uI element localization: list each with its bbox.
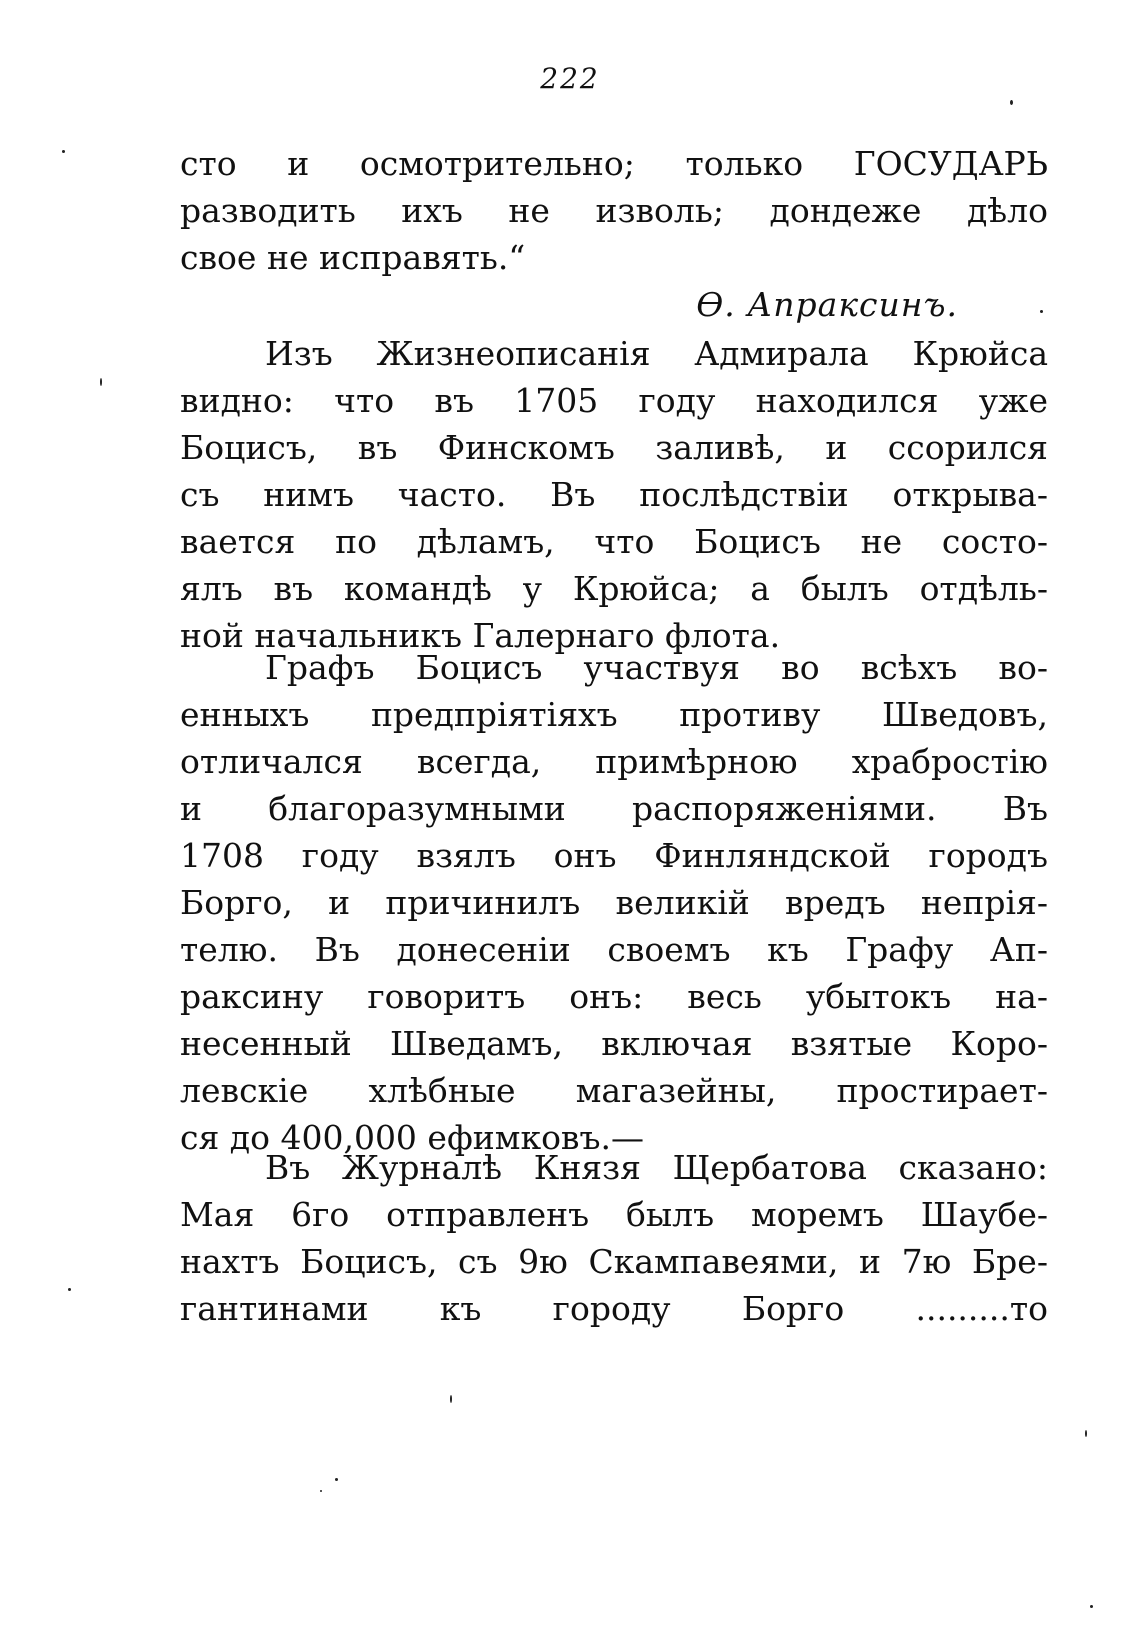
text-line: Въ Журналѣ Князя Щербатова сказано: [265,1148,1048,1187]
text-line: гантинами къ городу Борго .........то [180,1289,1048,1328]
text-line: ной начальникъ Галернаго флота. [180,616,781,655]
text-line: Изъ Жизнеописанія Адмирала Крюйса [265,334,1048,373]
text-line: раксину говоритъ онъ: весь убытокъ на- [180,977,1048,1016]
paragraph-shcherbatov-journal [180,1144,1048,1332]
text-line: ялъ въ командѣ у Крюйса; а былъ отдѣль- [180,569,1048,608]
paragraph-count-botsis [180,644,1048,1161]
scan-speck [100,378,102,386]
scan-speck [1085,1430,1087,1437]
text-line: свое не исправять.“ [180,238,526,277]
paragraph-kruys-biography [180,330,1048,659]
text-line: 1708 году взялъ онъ Финляндской городъ [180,836,1048,875]
scan-speck [68,1288,71,1291]
text-line: разводить ихъ не изволь; дондеже дѣло [180,191,1048,230]
text-line: сто и осмотрительно; только ГОСУДАРЬ [180,144,1048,183]
scan-speck [320,1490,322,1492]
scan-speck [1090,1605,1093,1608]
text-line: нахтъ Боцисъ, съ 9ю Скампавеями, и 7ю Бре- [180,1242,1048,1281]
text-line: видно: что въ 1705 году находился уже [180,381,1048,420]
page-number: 222 [540,62,600,95]
text-line: ся до 400,000 ефимковъ.— [180,1118,644,1157]
text-line: съ нимъ часто. Въ послѣдствіи открыва- [180,475,1048,514]
text-line: енныхъ предпріятіяхъ противу Шведовъ, [180,695,1048,734]
scan-speck [62,150,65,153]
scan-speck [335,1478,338,1481]
text-line: телю. Въ донесеніи своемъ къ Графу Ап- [180,930,1048,969]
text-line: вается по дѣламъ, что Боцисъ не состо- [180,522,1048,561]
text-line: Графъ Боцисъ участвуя во всѣхъ во- [265,648,1048,687]
text-line: Борго, и причинилъ великій вредъ непрія- [180,883,1048,922]
text-line: отличался всегда, примѣрною храбростію [180,742,1048,781]
text-line: Мая 6го отправленъ былъ моремъ Шаубе- [180,1195,1048,1234]
signature-apraksin: Ѳ. Апраксинъ. [696,285,958,324]
paragraph-letter-ending [180,140,1048,328]
text-line: и благоразумными распоряженіями. Въ [180,789,1048,828]
text-line: несенный Шведамъ, включая взятые Коро- [180,1024,1048,1063]
scan-speck [1010,100,1013,105]
text-line: левскіе хлѣбные магазейны, простирает- [180,1071,1048,1110]
scan-speck [1040,310,1043,313]
scan-speck [450,1395,452,1403]
text-line: Боцисъ, въ Финскомъ заливѣ, и ссорился [180,428,1048,467]
